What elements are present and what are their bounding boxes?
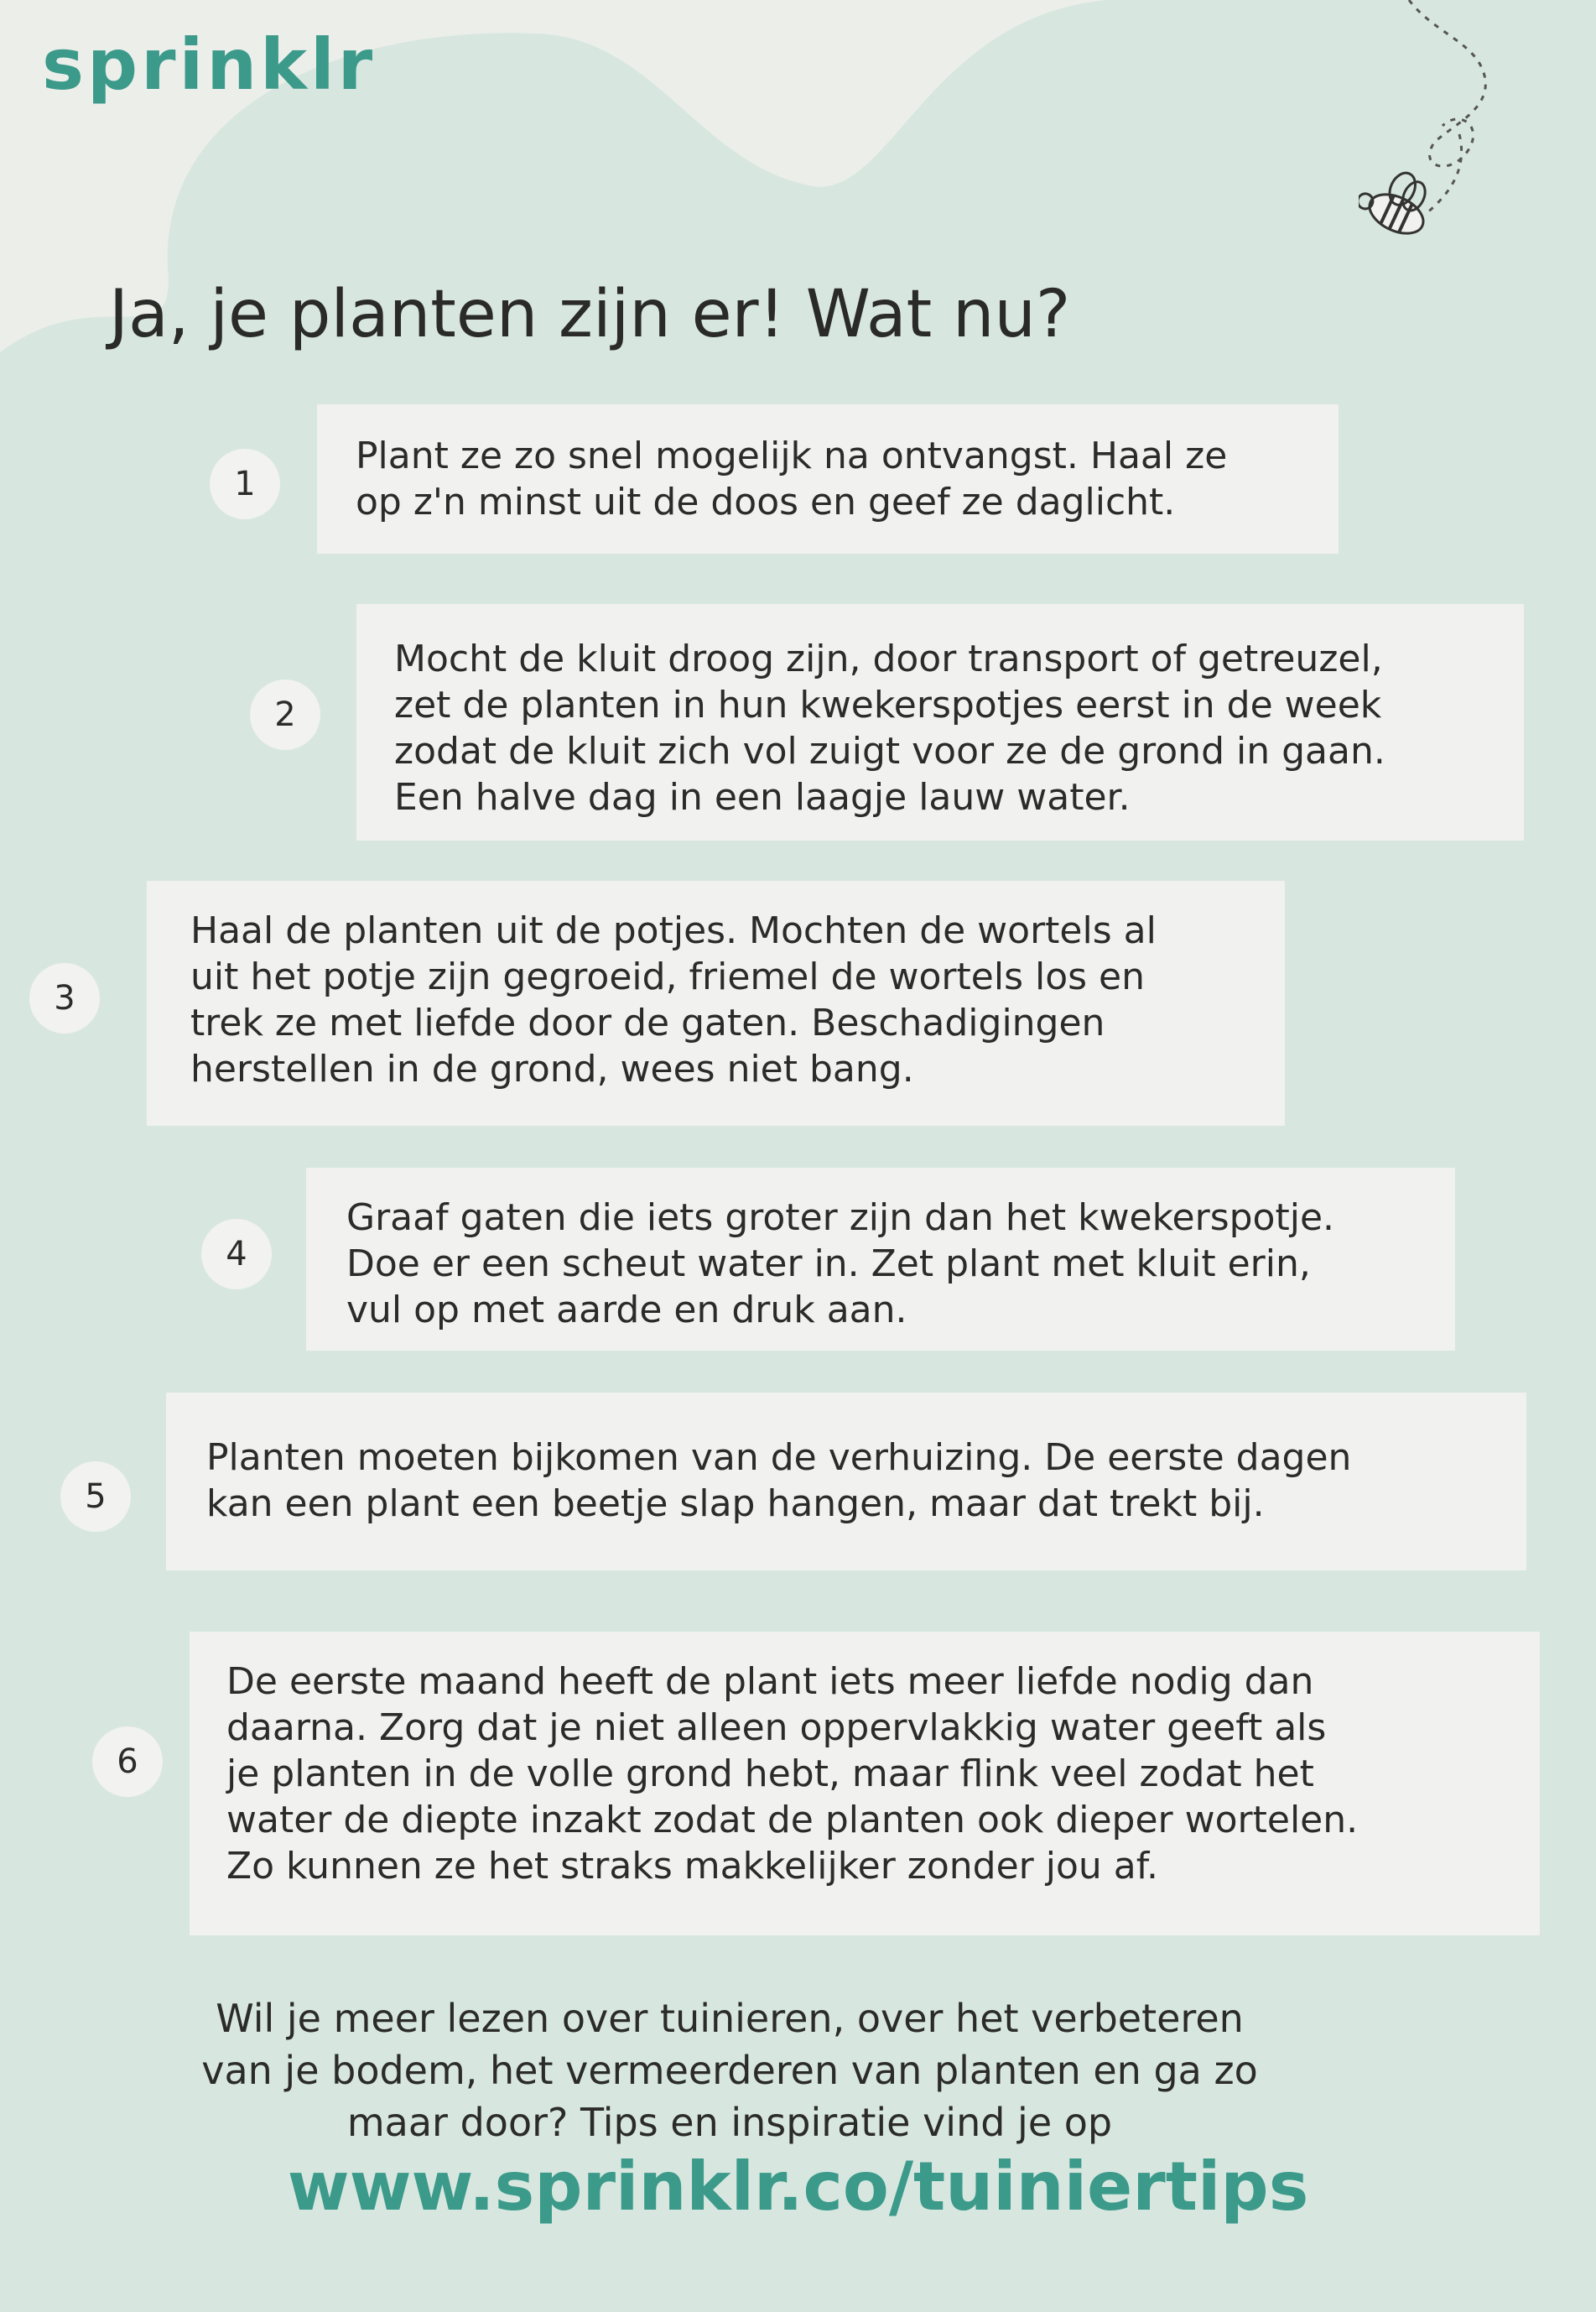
step-text-2: Mocht de kluit droog zijn, door transport of getreuzel, zet de planten in hun kwekerspotjes eerst in de week zodat de kluit zich vol zuigt voor ze de grond in gaan. Een halve dag in een laagje lauw water. (394, 638, 1385, 819)
bee-icon (1359, 0, 1596, 302)
step-box-4 (306, 1168, 1455, 1351)
step-box-6 (190, 1632, 1540, 1935)
step-text-4: Graaf gaten die iets groter zijn dan het kwekerspotje. Doe er een scheut water in. Zet plant met kluit erin, vul op met aarde en druk aan. (346, 1196, 1335, 1331)
step-number-6: 6 (92, 1726, 163, 1797)
step-number-1: 1 (210, 449, 280, 519)
sprinklr-logo: sprinklr (42, 23, 377, 106)
step-text-1: Plant ze zo snel mogelijk na ontvangst. Haal ze op z'n minst uit de doos en geef ze daglicht. (356, 435, 1228, 523)
step-box-2 (356, 604, 1524, 841)
page-title: Ja, je planten zijn er! Wat nu? (109, 277, 1071, 352)
step-text-5: Planten moeten bijkomen van de verhuizing. De eerste dagen kan een plant een beetje slap hangen, maar dat trekt bij. (206, 1436, 1352, 1525)
step-text-6: De eerste maand heeft de plant iets meer liefde nodig dan daarna. Zorg dat je niet alleen oppervlakkig water geeft als je planten in de volle grond hebt, maar flink veel zodat het water de diepte inzakt zodat de planten ook dieper wortelen. Zo kunnen ze het straks makkelijker zonder jou af. (226, 1660, 1359, 1888)
step-box-1 (317, 404, 1339, 554)
footer-url-link[interactable]: www.sprinklr.co/tuiniertips (287, 2148, 1309, 2226)
step-number-4: 4 (201, 1219, 272, 1289)
step-box-3 (147, 881, 1285, 1126)
step-number-3: 3 (29, 963, 100, 1034)
step-text-3: Haal de planten uit de potjes. Mochten de wortels al uit het potje zijn gegroeid, friemel de wortels los en trek ze met liefde door de gaten. Beschadigingen herstellen in de grond, wees niet bang. (190, 909, 1157, 1091)
step-box-5 (166, 1393, 1526, 1570)
step-number-5: 5 (60, 1461, 131, 1532)
footer-text: Wil je meer lezen over tuinieren, over het verbeteren van je bodem, het vermeerderen van planten en ga zo maar door? Tips en inspiratie vind je op (201, 1996, 1258, 2145)
step-number-2: 2 (250, 680, 320, 750)
